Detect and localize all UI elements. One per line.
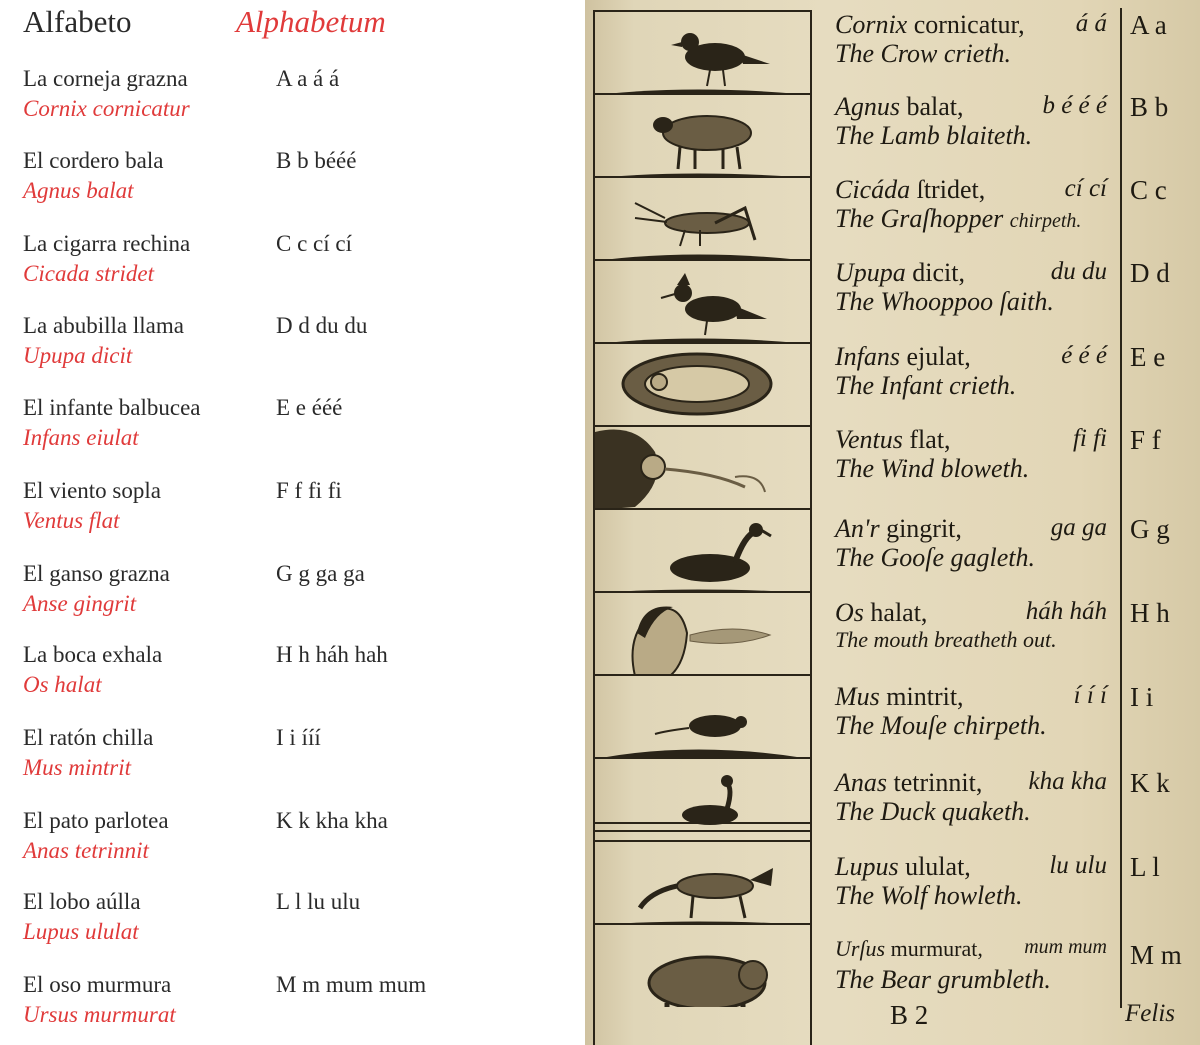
latin-row-g — [835, 514, 1115, 594]
wind-icon — [595, 425, 810, 509]
row-letters: C c — [1130, 175, 1167, 205]
infant-icon — [595, 342, 810, 426]
entry-spanish: La cigarra rechina — [23, 231, 191, 256]
latin-row-d — [835, 258, 1115, 338]
row-sound: cí cí — [1064, 175, 1107, 202]
row-verb: mintrit, — [886, 682, 964, 711]
row-english-noun: The Mouſe — [835, 711, 947, 740]
entry-spanish: El cordero bala — [23, 148, 164, 173]
entry-spanish: El ganso grazna — [23, 561, 170, 586]
entry-spanish: El viento sopla — [23, 478, 161, 503]
column-rule — [1120, 8, 1122, 1008]
row-english-verb: ſaith. — [999, 287, 1054, 316]
lamb-icon — [595, 93, 810, 177]
illustration-column — [593, 10, 812, 1045]
header-spanish: Alfabeto — [23, 4, 132, 39]
row-english-verb: crieth. — [943, 39, 1011, 68]
row-verb: ululat, — [905, 852, 971, 881]
row-letters: F f — [1130, 425, 1161, 455]
row-sound: ga ga — [1050, 514, 1107, 541]
latin-row-c — [835, 175, 1115, 255]
row-letters: B b — [1130, 92, 1169, 122]
latin-row-a — [835, 10, 1115, 90]
entry-spanish: La corneja grazna — [23, 66, 188, 91]
entry-a — [23, 66, 563, 136]
entry-h — [23, 642, 563, 712]
row-sound: háh háh — [1025, 598, 1107, 625]
row-verb: dicit, — [912, 258, 965, 287]
row-noun: Os — [835, 598, 864, 627]
entry-latin: Anse gingrit — [23, 591, 137, 616]
grasshopper-icon — [595, 176, 810, 260]
latin-row-l — [835, 852, 1115, 932]
entry-spanish: El ratón chilla — [23, 725, 154, 750]
crow-icon — [595, 10, 810, 94]
row-sound: í í í — [1073, 682, 1107, 709]
row-letters: E e — [1130, 342, 1166, 372]
entry-c — [23, 231, 563, 301]
row-noun: Lupus — [835, 852, 899, 881]
entry-latin: Os halat — [23, 672, 102, 697]
row-english-noun: The mouth — [835, 627, 929, 652]
row-letters: M m — [1130, 940, 1182, 970]
row-verb: ejulat, — [906, 342, 971, 371]
row-verb: tetrinnit, — [893, 768, 983, 797]
row-english-verb: chirpeth. — [1009, 210, 1082, 232]
latin-row-i — [835, 682, 1115, 762]
entry-sound: B b bééé — [276, 148, 357, 173]
row-sound: á á — [1075, 10, 1107, 37]
row-verb: gingrit, — [886, 514, 962, 543]
entry-sound: E e ééé — [276, 395, 343, 420]
entry-latin: Infans eiulat — [23, 425, 139, 450]
row-noun: Mus — [835, 682, 880, 711]
row-letters: D d — [1130, 258, 1170, 288]
row-english-verb: howleth. — [933, 881, 1023, 910]
entry-i — [23, 725, 563, 795]
row-sound: du du — [1050, 258, 1107, 285]
row-english-verb: blaiteth. — [946, 121, 1033, 150]
entry-latin: Upupa dicit — [23, 343, 133, 368]
entry-sound: C c cí cí — [276, 231, 352, 256]
row-letters: K k — [1130, 768, 1170, 798]
row-sound: é é é — [1061, 342, 1107, 369]
entry-sound: M m mum mum — [276, 972, 427, 997]
entry-sound: F f fi fi — [276, 478, 342, 503]
hoopoe-icon — [595, 259, 810, 343]
row-noun: Cicáda — [835, 175, 911, 204]
book-page-scan — [585, 0, 1200, 1045]
mouse-icon — [595, 674, 810, 758]
entry-f — [23, 478, 563, 548]
entry-latin: Ventus flat — [23, 508, 120, 533]
goose-icon — [595, 508, 810, 592]
row-english-noun: The Infant — [835, 371, 943, 400]
row-english-noun: The Lamb — [835, 121, 940, 150]
entry-sound: G g ga ga — [276, 561, 365, 586]
row-english-noun: The Gooſe — [835, 543, 945, 572]
row-verb: halat, — [870, 598, 928, 627]
row-verb: balat, — [906, 92, 964, 121]
row-letters: L l — [1130, 852, 1160, 882]
entry-spanish: La abubilla llama — [23, 313, 184, 338]
entry-spanish: El infante balbucea — [23, 395, 201, 420]
row-english-noun: The Duck — [835, 797, 936, 826]
entry-latin: Ursus murmurat — [23, 1002, 176, 1027]
entry-latin: Cornix cornicatur — [23, 96, 190, 121]
entry-latin: Lupus ululat — [23, 919, 139, 944]
entry-spanish: El pato parlotea — [23, 808, 169, 833]
latin-row-k — [835, 768, 1115, 848]
row-noun: Agnus — [835, 92, 900, 121]
row-sound: mum mum — [1024, 936, 1107, 958]
row-noun: Infans — [835, 342, 900, 371]
row-noun: Urſus — [835, 936, 886, 961]
entry-sound: I i ííí — [276, 725, 321, 750]
entry-m — [23, 972, 563, 1042]
row-english-verb: bloweth. — [940, 454, 1030, 483]
row-verb: flat, — [909, 425, 951, 454]
row-noun: Cornix — [835, 10, 908, 39]
entry-g — [23, 561, 563, 631]
entry-sound: L l lu ulu — [276, 889, 361, 914]
row-sound: b é é é — [1042, 92, 1107, 119]
row-english-noun: The Whooppoo — [835, 287, 994, 316]
row-verb: cornicatur, — [913, 10, 1025, 39]
entry-sound: D d du du — [276, 313, 368, 338]
row-english-verb: chirpeth. — [953, 711, 1047, 740]
row-verb: ſtridet, — [916, 175, 986, 204]
row-english-noun: The Graſhopper — [835, 204, 1004, 233]
row-english-verb: breatheth out. — [934, 627, 1057, 652]
entry-latin: Mus mintrit — [23, 755, 131, 780]
entry-spanish: El oso murmura — [23, 972, 172, 997]
entry-k — [23, 808, 563, 878]
entry-d — [23, 313, 563, 383]
entry-b — [23, 148, 563, 218]
row-letters: H h — [1130, 598, 1170, 628]
row-noun: Ventus — [835, 425, 903, 454]
signature-mark: B 2 — [890, 1000, 929, 1030]
row-english-verb: gagleth. — [950, 543, 1036, 572]
latin-row-b — [835, 92, 1115, 172]
entry-spanish: La boca exhala — [23, 642, 163, 667]
latin-row-m — [835, 936, 1115, 1016]
row-letters: A a — [1130, 10, 1167, 40]
entry-sound: A a á á — [276, 66, 340, 91]
transcription-panel — [0, 0, 585, 1045]
duck-icon — [595, 757, 810, 841]
header-latin: Alphabetum — [236, 4, 386, 39]
row-sound: kha kha — [1028, 768, 1107, 795]
row-sound: lu ulu — [1049, 852, 1107, 879]
entry-sound: K k kha kha — [276, 808, 388, 833]
catchword: Felis — [1125, 1000, 1175, 1027]
row-letters: I i — [1130, 682, 1154, 712]
latin-row-h — [835, 598, 1115, 678]
row-english-noun: The Wind — [835, 454, 934, 483]
row-verb: murmurat, — [890, 936, 983, 961]
row-letters: G g — [1130, 514, 1170, 544]
entry-l — [23, 889, 563, 959]
row-english-noun: The Crow — [835, 39, 938, 68]
row-sound: fi fi — [1072, 425, 1107, 452]
entry-latin: Agnus balat — [23, 178, 134, 203]
row-english-verb: crieth. — [949, 371, 1017, 400]
latin-row-e — [835, 342, 1115, 422]
entry-sound: H h háh hah — [276, 642, 388, 667]
entry-latin: Cicada stridet — [23, 261, 154, 286]
row-noun: An'r — [835, 514, 880, 543]
row-noun: Upupa — [835, 258, 906, 287]
row-english-verb: grumbleth. — [937, 965, 1051, 994]
latin-row-f — [835, 425, 1115, 505]
row-english-verb: quaketh. — [941, 797, 1031, 826]
bear-icon — [595, 923, 810, 1007]
row-english-noun: The Wolf — [835, 881, 928, 910]
entry-spanish: El lobo aúlla — [23, 889, 141, 914]
row-noun: Anas — [835, 768, 887, 797]
wolf-icon — [595, 840, 810, 924]
entry-e — [23, 395, 563, 465]
row-english-noun: The Bear — [835, 965, 932, 994]
entry-latin: Anas tetrinnit — [23, 838, 149, 863]
mouth-icon — [595, 591, 810, 675]
